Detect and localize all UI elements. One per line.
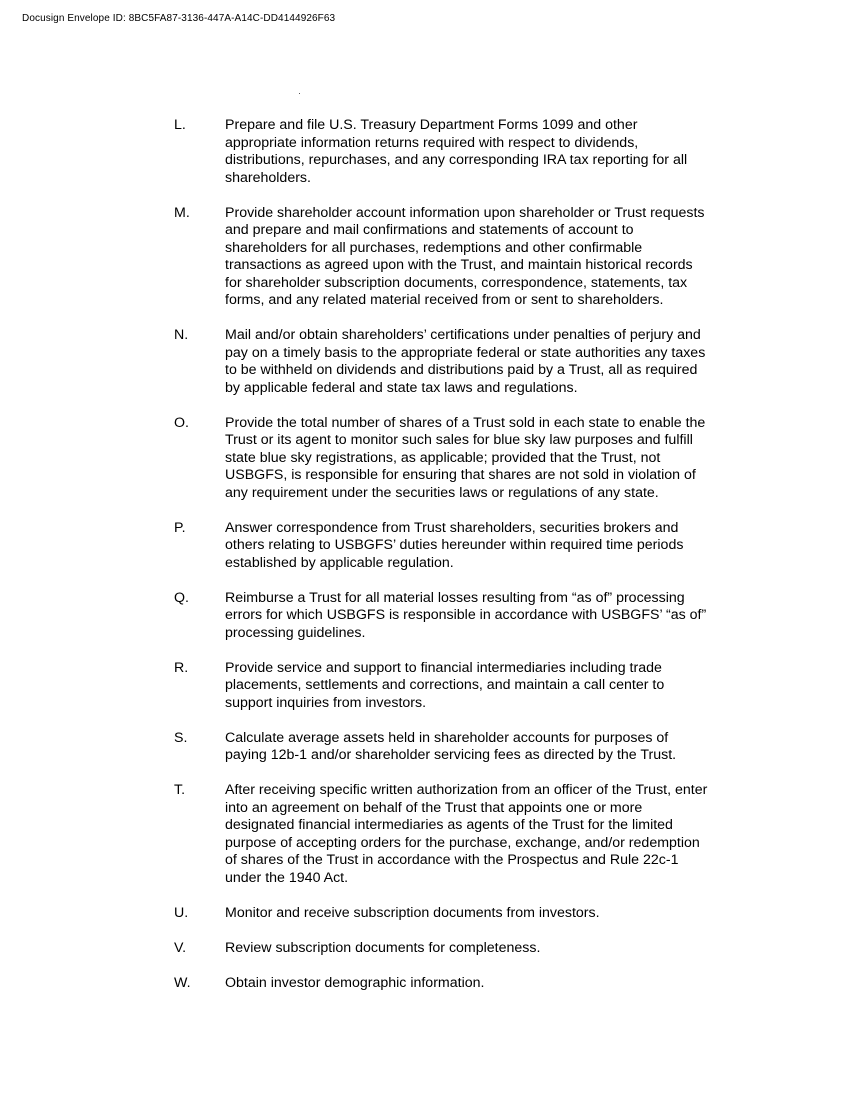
item-text: Mail and/or obtain shareholders’ certifications under penalties of perjury and pay on a timely basis to the appropriate federal or state authorities any taxes to be withheld on dividends and distributions paid by a Trust, all as required by applicable federal and state tax laws and regulations. <box>225 327 706 396</box>
service-items-list <box>174 117 754 1010</box>
list-item <box>174 205 754 310</box>
item-text: Provide the total number of shares of a Trust sold in each state to enable the Trust or its agent to monitor such sales for blue sky law purposes and fulfill state blue sky registrations, as applicable; provided that the Trust, not USBGFS, is responsible for ensuring that shares are not sold in violation of any requirement under the securities laws or regulations of any state. <box>225 414 706 501</box>
item-text: Provide shareholder account information upon shareholder or Trust requests and prepare and mail confirmations and statements of account to shareholders for all purchases, redemptions and other confirmable transactions as agreed upon with the Trust, and maintain historical records for shareholder subscription documents, correspondence, statements, tax forms, and any related material received from or sent to shareholders. <box>225 204 705 308</box>
list-item <box>174 117 754 187</box>
item-text: Review subscription documents for completeness. <box>225 939 541 956</box>
item-letter: W. <box>174 974 191 991</box>
list-item <box>174 782 754 887</box>
item-letter: S. <box>174 729 188 746</box>
stray-mark <box>299 93 300 94</box>
item-letter: T. <box>174 782 186 798</box>
item-text: Provide service and support to financial intermediaries including trade placements, settlements and corrections, and maintain a call center to support inquiries from investors. <box>225 659 665 711</box>
item-text: After receiving specific written authorization from an officer of the Trust, enter into an agreement on behalf of the Trust that appoints one or more designated financial intermediaries as agents of the Trust for the limited purpose of accepting orders for the purchase, exchange, and/or redemption of shares of the Trust in accordance with the Prospectus and Rule 22c-1 under the 1940 Act. <box>225 782 708 886</box>
item-text: Prepare and file U.S. Treasury Department Forms 1099 and other appropriate information returns required with respect to dividends, distributions, repurchases, and any corresponding IRA tax reporting for all shareholders. <box>225 117 688 186</box>
item-letter: M. <box>174 204 190 221</box>
envelope-id: Docusign Envelope ID: 8BC5FA87-3136-447A-A14C-DD4144926F63 <box>22 13 336 24</box>
item-text: Calculate average assets held in shareholder accounts for purposes of paying 12b-1 and/or shareholder servicing fees as directed by the Trust. <box>225 729 677 763</box>
list-item <box>174 660 754 713</box>
item-letter: U. <box>174 904 189 921</box>
item-letter: R. <box>174 659 189 676</box>
item-letter: P. <box>174 519 186 536</box>
item-letter: Q. <box>174 589 189 606</box>
list-item <box>174 520 754 573</box>
item-letter: V. <box>174 939 187 956</box>
item-letter: O. <box>174 414 189 431</box>
list-item <box>174 730 754 765</box>
list-item <box>174 940 754 958</box>
item-letter: L. <box>174 117 186 133</box>
list-item <box>174 590 754 643</box>
list-item <box>174 415 754 503</box>
list-item <box>174 327 754 397</box>
item-text: Monitor and receive subscription documents from investors. <box>225 904 600 921</box>
list-item <box>174 975 754 993</box>
item-text: Answer correspondence from Trust shareholders, securities brokers and others relating to USBGFS’ duties hereunder within required time periods established by applicable regulation. <box>225 519 684 571</box>
item-letter: N. <box>174 327 189 343</box>
item-text: Reimburse a Trust for all material losses resulting from “as of” processing errors for which USBGFS is responsible in accordance with USBGFS’ “as of” processing guidelines. <box>225 589 707 641</box>
list-item <box>174 905 754 923</box>
item-text: Obtain investor demographic information. <box>225 974 485 991</box>
